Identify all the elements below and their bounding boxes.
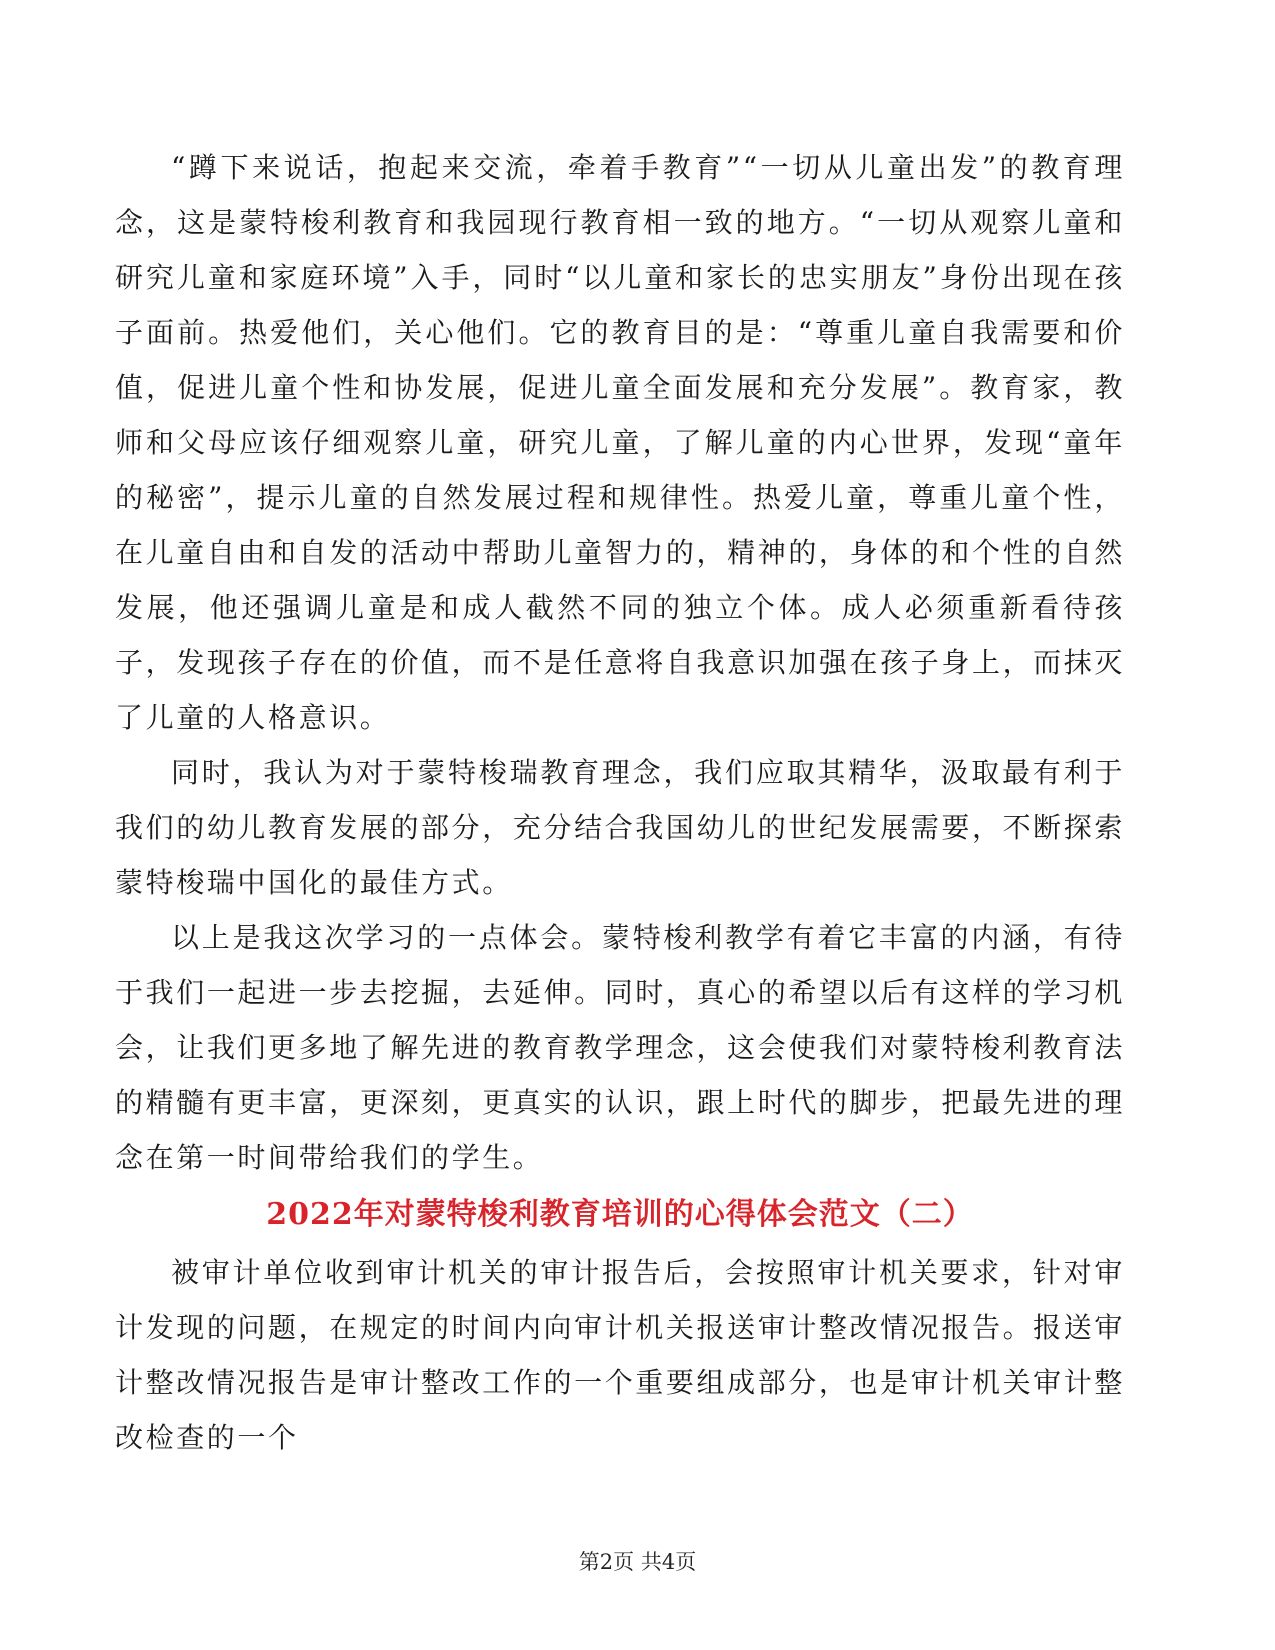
paragraph-audit-report: 被审计单位收到审计机关的审计报告后，会按照审计机关要求，针对审计发现的问题，在规定的时间内向审计机关报送审计整改情况报告。报送审计整改情况报告是审计整改工作的一个重要组成部分，也是审计机关审计整改检查的一个 (115, 1256, 1125, 1454)
paragraph-take-essence: 同时，我认为对于蒙特梭瑞教育理念，我们应取其精华，汲取最有利于我们的幼儿教育发展的部分，充分结合我国幼儿的世纪发展需要，不断探索蒙特梭瑞中国化的最佳方式。 (115, 756, 1125, 899)
paragraph-learning-reflection: 以上是我这次学习的一点体会。蒙特梭利教学有着它丰富的内涵，有待于我们一起进一步去挖掘，去延伸。同时，真心的希望以后有这样的学习机会，让我们更多地了解先进的教育教学理念，这会使我们对蒙特梭利教育法的精髓有更丰富，更深刻，更真实的认识，跟上时代的脚步，把最先进的理念在第一时间带给我们的学生。 (115, 921, 1125, 1174)
page-number-footer: 第2页 共4页 (578, 1550, 697, 1574)
document-body (115, 140, 1125, 1465)
paragraph-montessori-philosophy: “蹲下来说话，抱起来交流，牵着手教育”“一切从儿童出发”的教育理念，这是蒙特梭利教育和我园现行教育相一致的地方。“一切从观察儿童和研究儿童和家庭环境”入手，同时“以儿童和家长的忠实朋友”身份出现在孩子面前。热爱他们，关心他们。它的教育目的是：“尊重儿童自我需要和价值，促进儿童个性和协发展，促进儿童全面发展和充分发展”。教育家，教师和父母应该仔细观察儿童，研究儿童，了解儿童的内心世界，发现“童年的秘密”，提示儿童的自然发展过程和规律性。热爱儿童，尊重儿童个性，在儿童自由和自发的活动中帮助儿童智力的，精神的，身体的和个性的自然发展，他还强调儿童是和成人截然不同的独立个体。成人必须重新看待孩子，发现孩子存在的价值，而不是任意将自我意识加强在孩子身上，而抹灭了儿童的人格意识。 (115, 151, 1125, 734)
section-title: 2022年对蒙特梭利教育培训的心得体会范文（二） (266, 1197, 974, 1232)
